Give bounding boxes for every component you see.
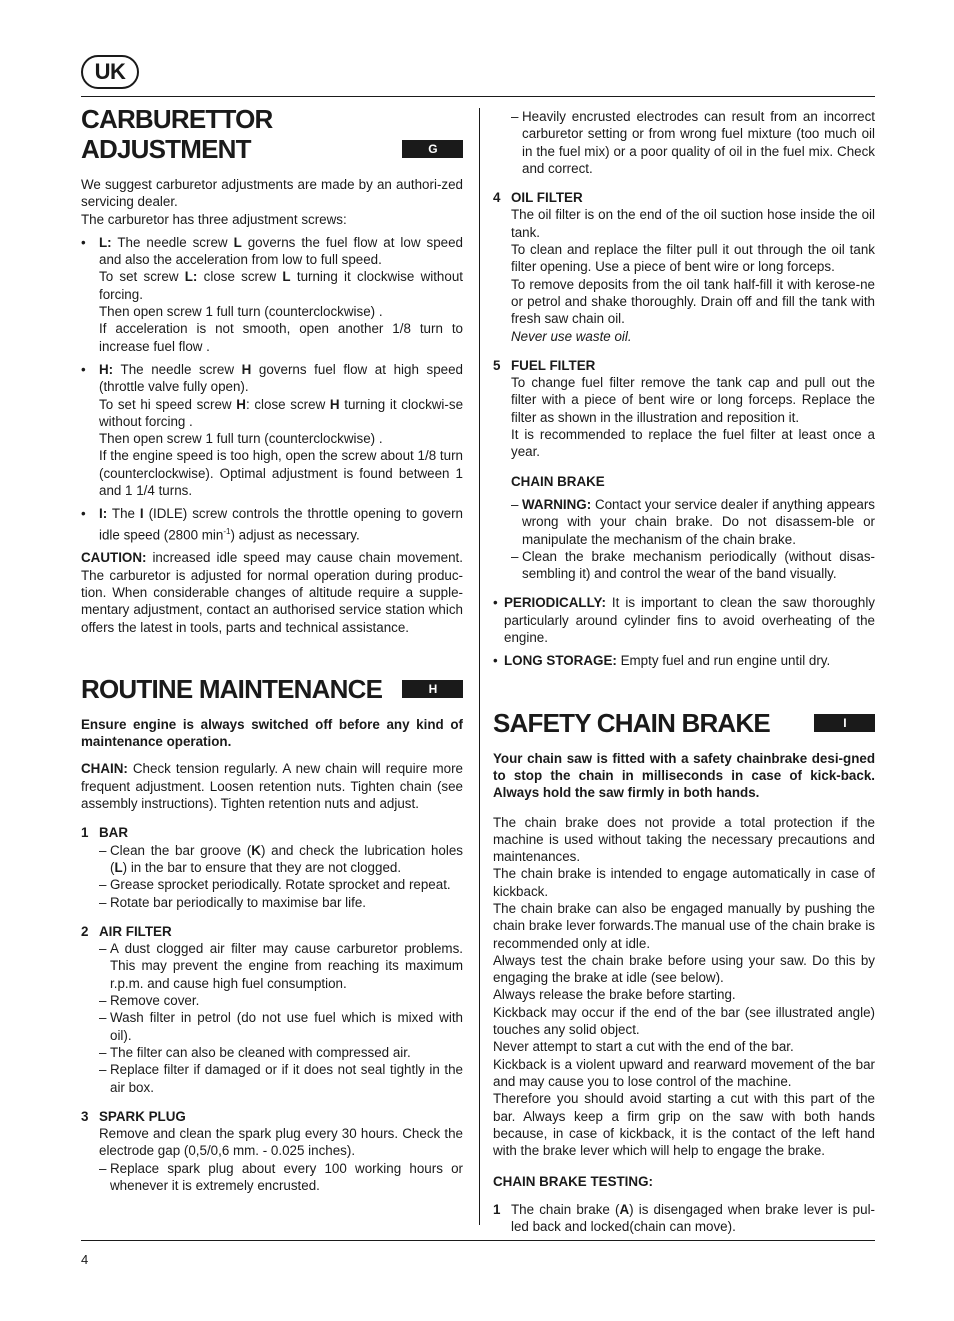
brake-testing-step-1: 1 The chain brake (A) is disengaged when brake lever is pul-led back and locked(chain can move). — [493, 1201, 876, 1235]
carb-intro-screws: The carburetor has three adjustment screws: — [81, 211, 347, 227]
right-column — [493, 108, 875, 1235]
spark-plug-section: 3 SPARK PLUG Remove and clean the spark plug every 30 hours. Check the electrode gap (0,5/0,6 mm. - 0.025 inches). – Replace spark plug about every 100 working hours or whenever it is extremely encrusted. — [81, 1108, 463, 1194]
safety-p8: Kickback is a violent upward and rearward movement of the bar and may cause you to lose control of the machine. — [493, 1056, 875, 1089]
left-column — [81, 104, 463, 1194]
footer-rule — [81, 1240, 875, 1241]
safety-p9: Therefore you should avoid starting a cut with this part of the bar. Always keep a firm grip on the saw with both hands because, in case of kickback, it is the contact of the left hand with the brake lever which will help to engage the brake. — [493, 1091, 875, 1159]
bullet-icon: • — [81, 361, 86, 377]
screw-l-item: • L: The needle screw L governs the fuel flow at low speed and also the acceleration from low to full speed. To set screw L: close screw L turning it clockwise without forcing. Then open screw 1 full turn (counterclockwise) . If acceleration is not smooth, open another 1/8 turn to increase fuel flow . — [81, 234, 463, 354]
oil-filter-section: 4 OIL FILTER The oil filter is on the end of the oil suction hose inside the oil tank. To clean and replace the filter pull it out through the oil tank filter opening. Use a piece of bent wire or long forceps. To remove deposits from the oil tank half-fill it with kerose-ne or petrol and shake thoroughly. Drain off and fill the tank with fresh saw chain oil. Never use waste oil. — [493, 190, 875, 344]
fuel-filter-section: 5 FUEL FILTER To change fuel filter remove the tank cap and pull out the filter with a piece of bent wire or long forceps. Replace the filter as shown in the illustration and reposition it. It is recommended to replace the fuel filter at least once a year. — [493, 357, 875, 460]
safety-p4: Always test the chain brake before using your saw. Do this by engaging the brake at idle (see below). — [493, 952, 875, 986]
carb-intro: We suggest carburetor adjustments are made by an authori-zed servicing dealer. — [81, 177, 463, 210]
safety-p1: The chain brake does not provide a total protection if the machine is used without taking the necessary precautions and maintenances. — [493, 814, 875, 865]
carburettor-title-line1: CARBURETTOR — [81, 104, 273, 134]
section-tag-g: G — [402, 140, 463, 158]
routine-title: ROUTINE MAINTENANCE — [81, 673, 383, 704]
column-divider — [479, 108, 480, 1225]
safety-p5: Always release the brake before starting. — [493, 987, 736, 1003]
page-number: 4 — [81, 1252, 89, 1267]
safety-p3: The chain brake can also be engaged manually by pushing the chain brake lever forwards.The manual use of the chain brake is recommended only at idle. — [493, 900, 875, 951]
language-badge: UK — [81, 55, 139, 89]
brake-testing-title: CHAIN BRAKE TESTING: — [493, 1174, 653, 1190]
bar-section: 1 BAR – Clean the bar groove (K) and check the lubrication holes (L) in the bar to ensure that they are not clogged. – Grease sprocket periodically. Rotate sprocket and repeat. – Rotate bar periodically to maximise bar life. — [81, 825, 464, 910]
bullet-icon: • — [81, 234, 86, 250]
bullet-icon: • — [493, 653, 498, 669]
safety-heading — [493, 708, 875, 738]
section-tag-i: I — [814, 714, 875, 732]
carburettor-title-line2: ADJUSTMENT — [81, 134, 251, 164]
air-filter-section: 2 AIR FILTER – A dust clogged air filter may cause carburetor problems. This may prevent the engine from reaching its maximum r.p.m. and cause high fuel consumption. – Remove cover. – Wash filter in petrol (do not use fuel which is mixed with oil). – The filter can also be cleaned with compressed air. – Replace filter if damaged or if it does not seal tightly in the air box. — [81, 923, 463, 1095]
safety-intro: Your chain saw is fitted with a safety chainbrake desi-gned to stop the chain in milliseconds in case of kick-back. Always hold the saw firmly in both hands. — [493, 750, 875, 801]
carburettor-heading — [81, 104, 463, 164]
periodically-item: • PERIODICALLY: It is important to clean the saw thoroughly particularly around cylinder fins to avoid overheating of the engine. — [493, 595, 875, 646]
spark-plug-continued: – Heavily encrusted electrodes can result from an incorrect carburetor setting or from wrong fuel mixture (too much oil in the fuel mix) or a poor quality of oil in the fuel mix. Check and correct. — [511, 109, 875, 176]
safety-title: SAFETY CHAIN BRAKE — [493, 707, 770, 738]
safety-p2: The chain brake is intended to engage automatically in case of kickback. — [493, 866, 875, 899]
safety-p7: Never attempt to start a cut with the end of the bar. — [493, 1039, 794, 1055]
safety-p6: Kickback may occur if the end of the bar (see illustrated angle) touches any solid object. — [493, 1004, 875, 1038]
routine-warning: Ensure engine is always switched off before any kind of maintenance operation. — [81, 716, 463, 750]
long-storage-item: • LONG STORAGE: Empty fuel and run engine until dry. — [493, 653, 831, 669]
screw-h-item: • H: The needle screw H governs fuel flow at high speed (throttle valve fully open). To set hi speed screw H: close screw H turning it clockwi-se without forcing . Then open screw 1 full turn (counterclockwise) . If the engine speed is too high, open the screw about 1/8 turn (counterclockwise). Optimal adjustment is found between 1 and 1 1/4 turns. — [81, 361, 464, 499]
carb-caution: CAUTION: increased idle speed may cause chain movement. The carburetor is adjusted for normal operation during produc-tion. When considerable changes of altitude require a supple-mentary adjustment, contact an authorised service station which offers the latest in tools, parts and technical assistance. — [81, 550, 463, 635]
bullet-icon: • — [81, 506, 86, 522]
routine-chain: CHAIN: Check tension regularly. A new chain will require more frequent adjustment. Loosen retention nuts. Tighten chain (see assembly instructions). Tighten retention nuts and adjust. — [81, 761, 463, 812]
routine-heading — [81, 674, 463, 704]
screw-i-item: • I: The I (IDLE) screw controls the throttle opening to govern idle speed (2800 $\min^{-1}$) adjust as necessary. — [81, 506, 463, 543]
bullet-icon: • — [493, 595, 498, 611]
header-rule — [81, 96, 875, 97]
chain-brake-maintenance: CHAIN BRAKE – WARNING: Contact your service dealer if anything appears wrong with your chain brake. Do not disassem-ble or manipulate the mechanism of the chain brake. – Clean the brake mechanism periodically (without disas-sembling it) and control the wear of the band visually. — [511, 473, 875, 582]
section-tag-h: H — [402, 680, 463, 698]
